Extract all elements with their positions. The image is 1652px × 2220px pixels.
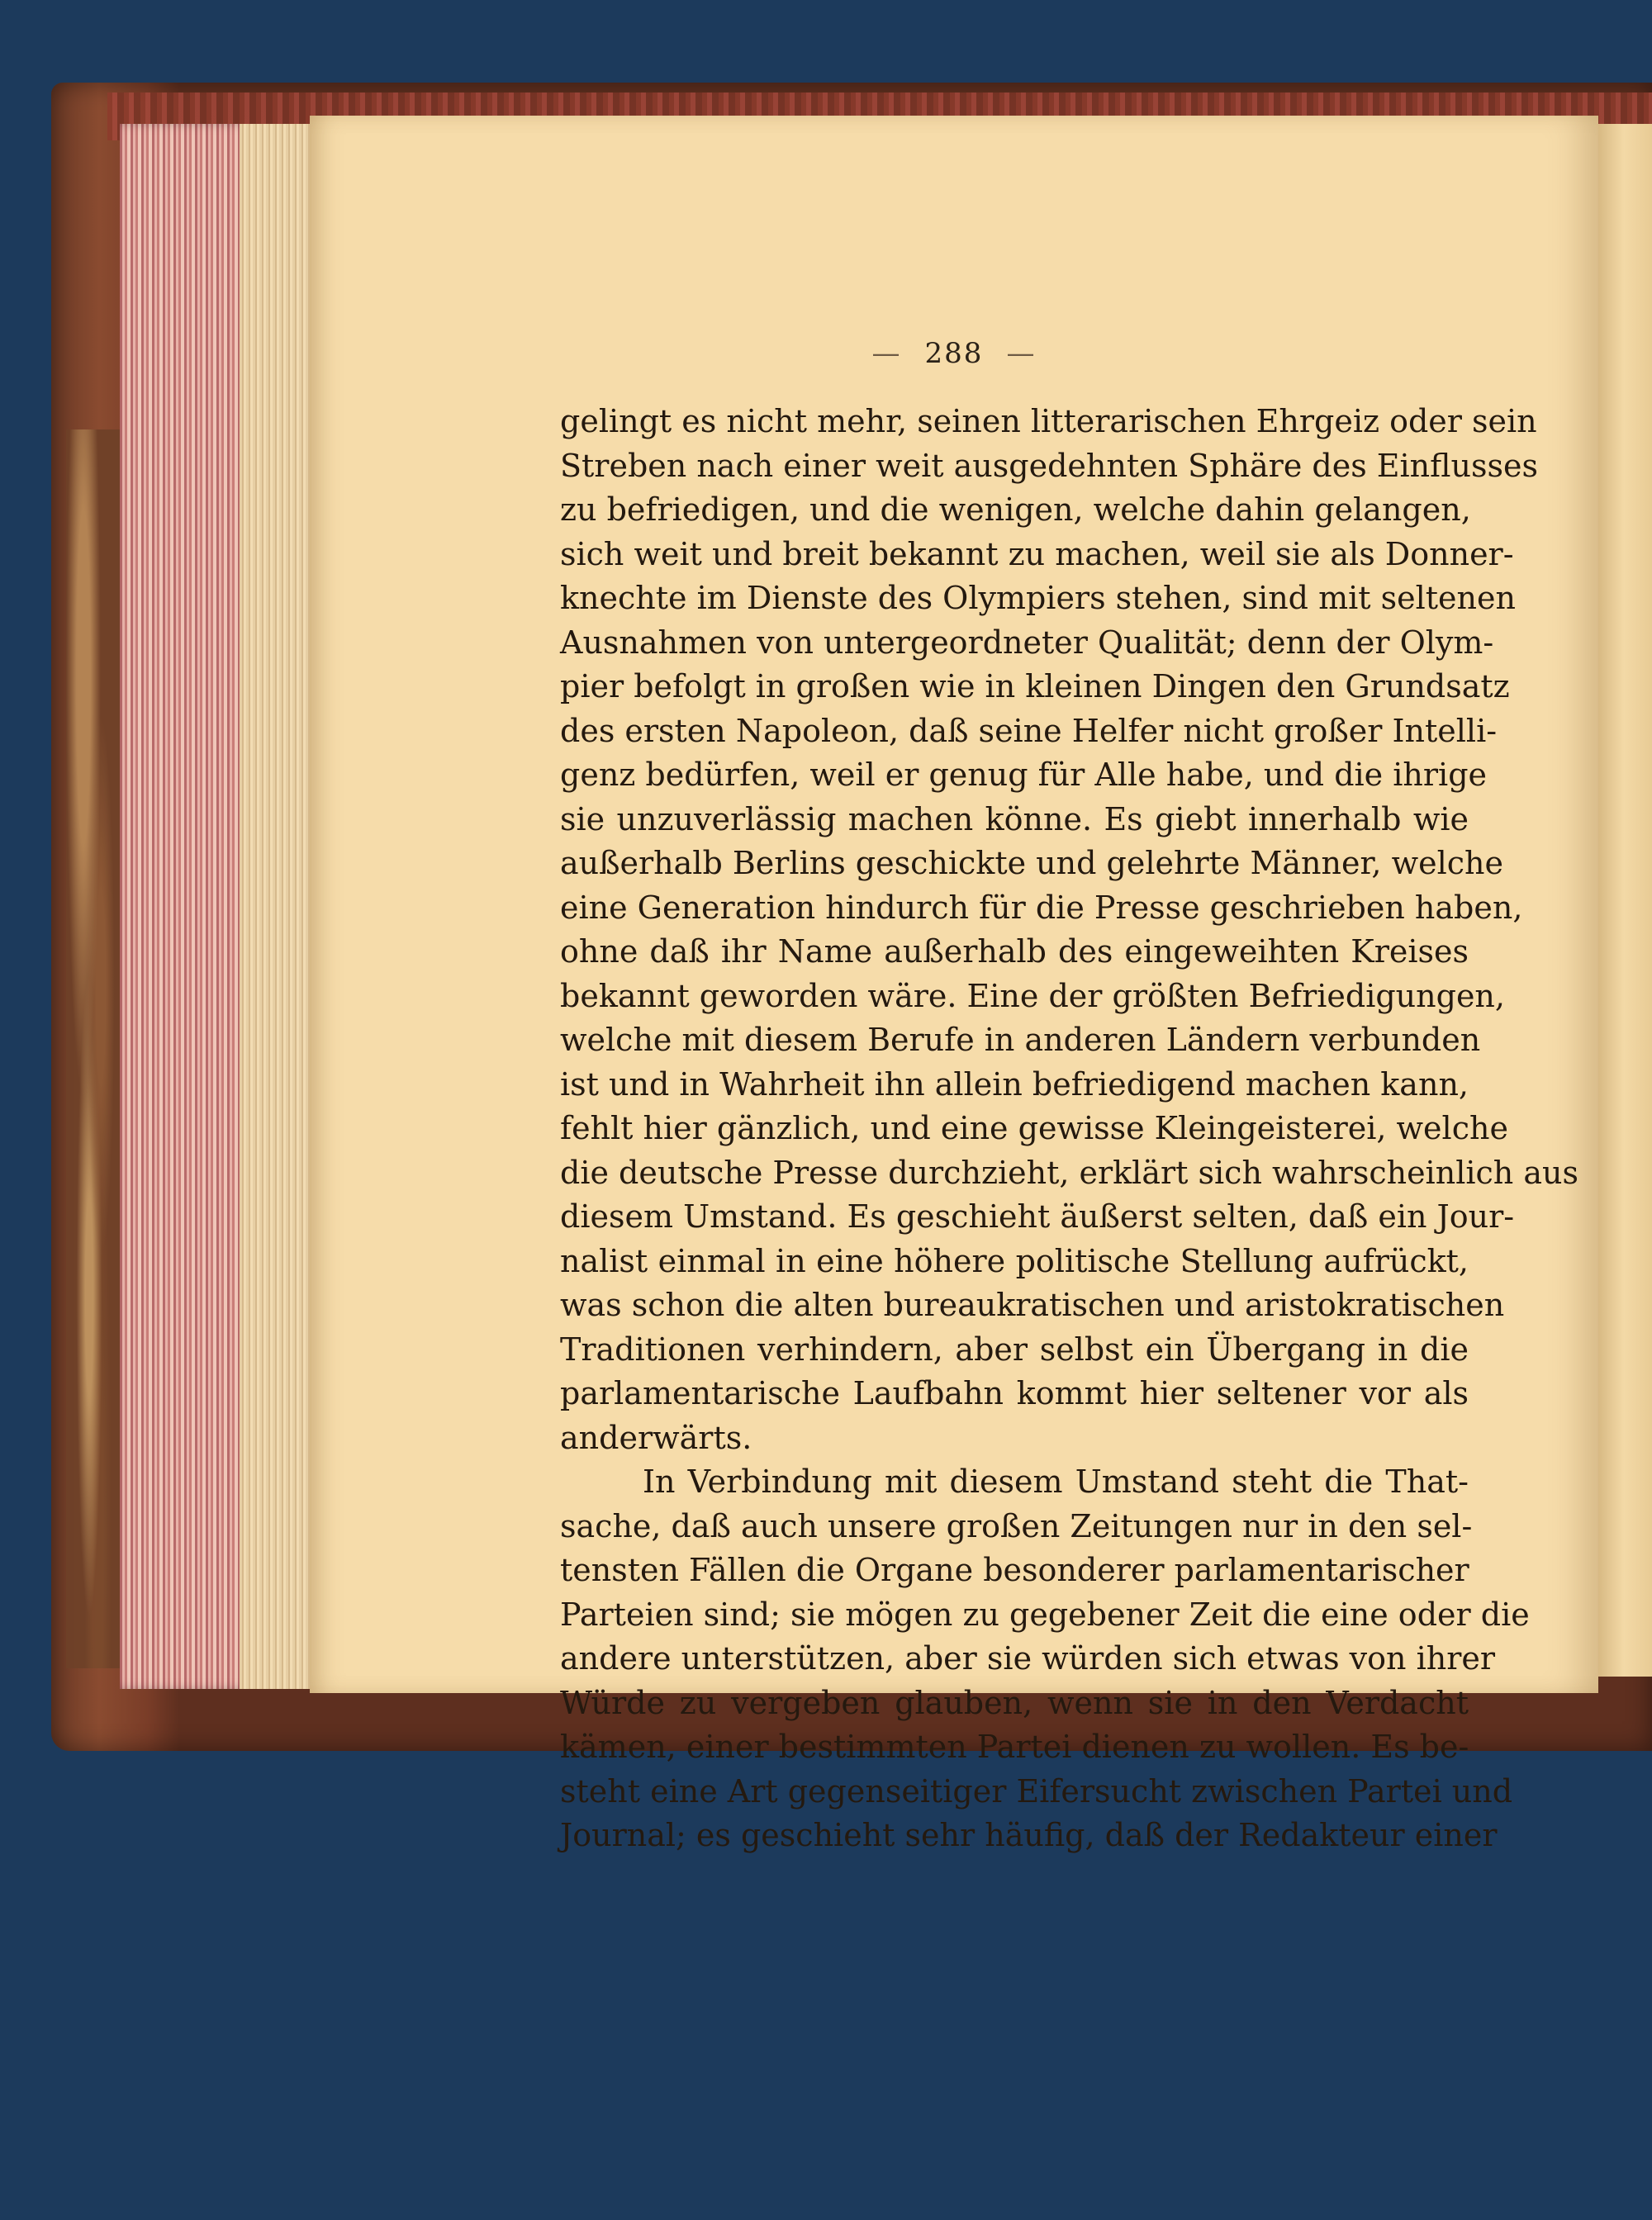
text-line-paragraph-start: In Verbindung mit diesem Umstand steht die That-	[643, 1463, 1469, 1500]
text-line: sache, daß auch unsere großen Zeitungen nur in den sel-	[560, 1507, 1473, 1544]
page-block-edges	[120, 124, 314, 1689]
text-line: die deutsche Presse durchzieht, erklärt sich wahrscheinlich aus	[560, 1154, 1578, 1191]
text-line: des ersten Napoleon, daß seine Helfer nicht großer Intelli-	[560, 712, 1498, 749]
marbled-board	[66, 429, 124, 1668]
text-line: außerhalb Berlins geschickte und gelehrte Männer, welche	[560, 845, 1504, 881]
text-line: Ausnahmen von untergeordneter Qualität; denn der Olym-	[560, 624, 1494, 661]
text-line: Traditionen verhindern, aber selbst ein Übergang in die	[560, 1331, 1469, 1368]
text-line: Journal; es geschieht sehr häufig, daß der Redakteur einer	[560, 1817, 1498, 1853]
text-line: andere unterstützen, aber sie würden sich etwas von ihrer	[560, 1640, 1496, 1677]
text-line: bekannt geworden wäre. Eine der größten Befriedigungen,	[560, 977, 1505, 1014]
text-line: diesem Umstand. Es geschieht äußerst selten, daß ein Jour-	[560, 1198, 1515, 1235]
header-dash-right: —	[1006, 337, 1037, 370]
text-line: kämen, einer bestimmten Partei dienen zu wollen. Es be-	[560, 1729, 1469, 1765]
text-line: ohne daß ihr Name außerhalb des eingeweihten Kreises	[560, 933, 1469, 970]
text-line: genz bedürfen, weil er genug für Alle habe, und die ihrige	[560, 757, 1488, 793]
header-dash-left: —	[871, 337, 902, 370]
text-line: Streben nach einer weit ausgedehnten Sphäre des Einflusses	[560, 447, 1538, 484]
text-line: welche mit diesem Berufe in anderen Ländern verbunden	[560, 1022, 1481, 1058]
body-text	[560, 400, 1578, 1858]
text-line: pier befolgt in großen wie in kleinen Dingen den Grundsatz	[560, 668, 1510, 704]
text-line: zu befriedigen, und die wenigen, welche dahin gelangen,	[560, 491, 1471, 528]
text-line: tensten Fällen die Organe besonderer parlamentarischer	[560, 1552, 1469, 1588]
text-line: knechte im Dienste des Olympiers stehen, sind mit seltenen	[560, 580, 1516, 616]
text-line: sich weit und breit bekannt zu machen, weil sie als Donner-	[560, 535, 1514, 572]
text-line: nalist einmal in eine höhere politische Stellung aufrückt,	[560, 1242, 1469, 1279]
page-header	[310, 337, 1598, 370]
text-line: eine Generation hindurch für die Presse geschrieben haben,	[560, 889, 1523, 926]
text-line: Parteien sind; sie mögen zu gegebener Zeit die eine oder die	[560, 1596, 1530, 1633]
text-line: ist und in Wahrheit ihn allein befriedigend machen kann,	[560, 1065, 1469, 1103]
text-line: gelingt es nicht mehr, seinen litterarischen Ehrgeiz oder sein	[560, 403, 1537, 439]
text-line: parlamentarische Laufbahn kommt hier seltener vor als	[560, 1375, 1469, 1411]
text-line: Würde zu vergeben glauben, wenn sie in den Verdacht	[560, 1684, 1469, 1721]
text-line: fehlt hier gänzlich, und eine gewisse Kleingeisterei, welche	[560, 1110, 1508, 1146]
facing-page-edge	[1596, 124, 1652, 1677]
text-line: sie unzuverlässig machen könne. Es giebt innerhalb wie	[560, 800, 1469, 837]
page-number: 288	[924, 337, 984, 370]
text-line: was schon die alten bureaukratischen und aristokratischen	[560, 1287, 1505, 1323]
text-line-paragraph-end: anderwärts.	[560, 1419, 752, 1456]
text-line: steht eine Art gegenseitiger Eifersucht zwischen Partei und	[560, 1772, 1513, 1810]
